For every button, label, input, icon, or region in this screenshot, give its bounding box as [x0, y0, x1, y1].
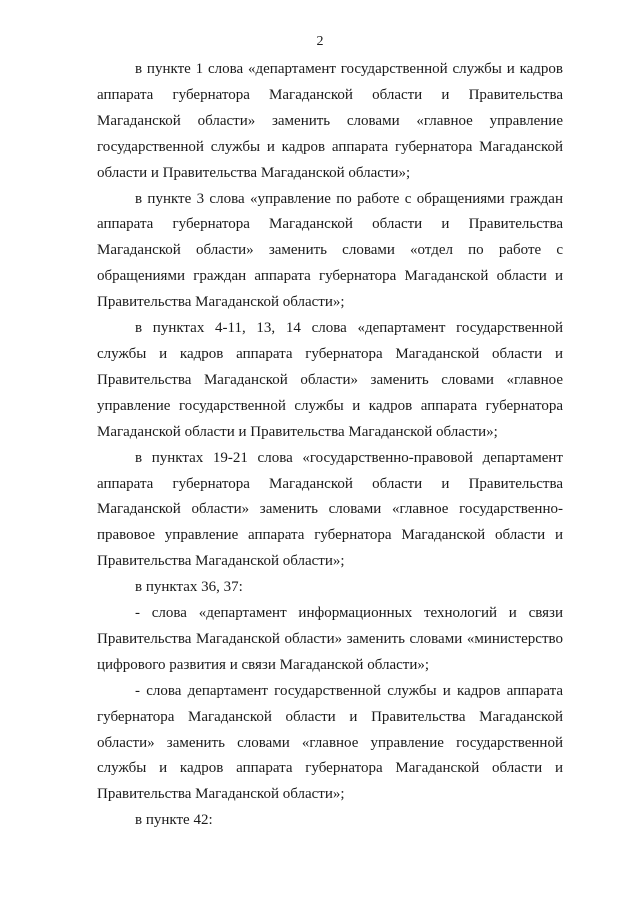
paragraph-item-42: в пункте 42:: [135, 812, 213, 829]
paragraph-item-3: в пункте 3 слова «управление по работе с обращениями граждан аппарата губернатора Магаданской области и Правительства Магаданской области» заменить словами «отдел по работе с обращениями граждан аппарата губернатора Магаданской области и Правительства Магаданской области»;: [97, 190, 563, 311]
paragraph-items-4-14: в пунктах 4-11, 13, 14 слова «департамент государственной службы и кадров аппарата губернатора Магаданской области и Правительства Магаданской области» заменить словами «главное управление государственной службы и кадров аппарата губернатора Магаданской области и Правительства Магаданской области»;: [97, 320, 563, 440]
page-number: 2: [316, 34, 324, 49]
document-body: [97, 57, 563, 834]
paragraph-subitem-hr-department: - слова департамент государственной службы и кадров аппарата губернатора Магаданской области и Правительства Магаданской области» заменить словами «главное управление государственной службы и кадров аппарата губернатора Магаданской области и Правительства Магаданской области»;: [97, 682, 563, 803]
paragraph-subitem-it-department: - слова «департамент информационных технологий и связи Правительства Магаданской области» заменить словами «министерство цифрового развития и связи Магаданской области»;: [97, 605, 563, 673]
paragraph-item-1: в пункте 1 слова «департамент государственной службы и кадров аппарата губернатора Магаданской области и Правительства Магаданской области» заменить словами «главное управление государственной службы и кадров аппарата губернатора Магаданской области и Правительства Магаданской области»;: [97, 61, 563, 181]
paragraph-items-36-37: в пунктах 36, 37:: [135, 579, 243, 596]
paragraph-items-19-21: в пунктах 19-21 слова «государственно-правовой департамент аппарата губернатора Магаданской области и Правительства Магаданской области» заменить словами «главное государственно-правовое управление аппарата губернатора Магаданской области и Правительства Магаданской области»;: [97, 449, 563, 570]
